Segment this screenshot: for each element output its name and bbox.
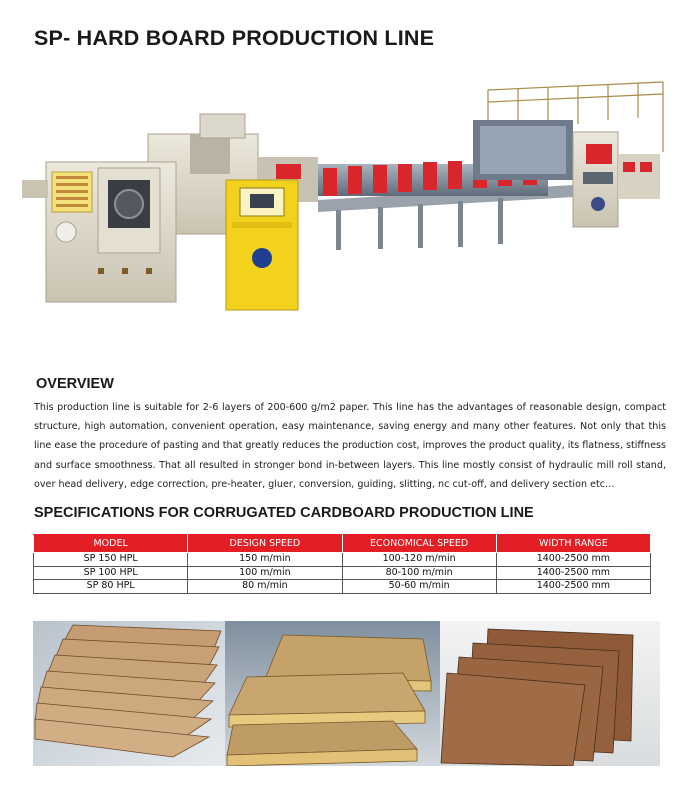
cell-design-speed: 80 m/min xyxy=(188,580,342,594)
cell-design-speed: 150 m/min xyxy=(188,553,342,567)
cell-economical-speed: 80-100 m/min xyxy=(342,566,496,580)
column-header-economical-speed: ECONOMICAL SPEED xyxy=(342,535,496,553)
cell-width-range: 1400-2500 mm xyxy=(496,566,650,580)
page-title: SP- HARD BOARD PRODUCTION LINE xyxy=(34,26,435,50)
cell-model: SP 80 HPL xyxy=(34,580,188,594)
overview-heading: OVERVIEW xyxy=(36,376,114,392)
cell-width-range: 1400-2500 mm xyxy=(496,580,650,594)
hardboard-samples-image xyxy=(33,621,660,766)
cell-model: SP 100 HPL xyxy=(34,566,188,580)
specifications-heading: SPECIFICATIONS FOR CORRUGATED CARDBOARD PRODUCTION LINE xyxy=(34,505,534,521)
specifications-table xyxy=(33,534,651,594)
production-line-image xyxy=(18,72,682,332)
overview-paragraph: This production line is suitable for 2-6 layers of 200-600 g/m2 paper. This line has the advantages of reasonable design, compact structure, high automation, convenient operation, easy maintenance, saving energy and many other features. Not only that this line ease the procedure of pasting and that greatly reduces the production cost, improves the product quality, its flatness, stiffness and surface smoothness. That all resulted in stronger bond in-between layers. This line mostly consist of hydraulic mill roll stand, over head delivery, edge correction, pre-heater, gluer, conversion, guiding, slitting, nc cut-off, and delivery section etc… xyxy=(34,402,666,490)
cell-width-range: 1400-2500 mm xyxy=(496,553,650,567)
column-header-design-speed: DESIGN SPEED xyxy=(188,535,342,553)
cell-model: SP 150 HPL xyxy=(34,553,188,567)
column-header-width-range: WIDTH RANGE xyxy=(496,535,650,553)
cell-economical-speed: 100-120 m/min xyxy=(342,553,496,567)
table-row xyxy=(34,566,651,580)
table-row xyxy=(34,580,651,594)
column-header-model: MODEL xyxy=(34,535,188,553)
table-row xyxy=(34,553,651,567)
table-header-row xyxy=(34,535,651,553)
cell-design-speed: 100 m/min xyxy=(188,566,342,580)
cell-economical-speed: 50-60 m/min xyxy=(342,580,496,594)
